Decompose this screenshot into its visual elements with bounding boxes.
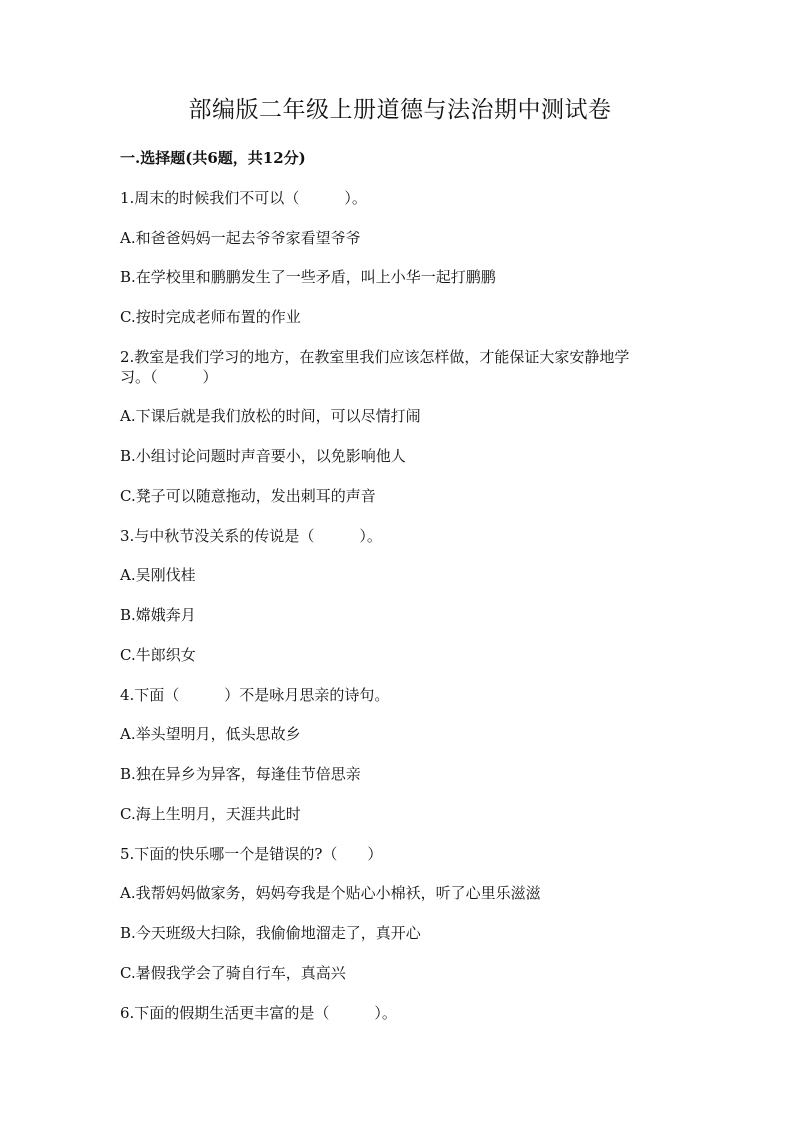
question-1-stem: 1.周末的时候我们不可以（ ）。: [120, 189, 367, 207]
question-3-option-c: C.牛郎织女: [120, 646, 196, 664]
question-2-option-c: C.凳子可以随意拖动，发出刺耳的声音: [120, 487, 376, 505]
question-5-stem: 5.下面的快乐哪一个是错误的?（ ）: [120, 845, 383, 863]
question-4-option-c: C.海上生明月，天涯共此时: [120, 805, 301, 823]
question-5-option-b: B.今天班级大扫除，我偷偷地溜走了，真开心: [120, 924, 421, 942]
question-3-option-b: B.嫦娥奔月: [120, 606, 196, 624]
question-2-option-a: A.下课后就是我们放松的时间，可以尽情打闹: [120, 407, 421, 425]
question-3-stem: 3.与中秋节没关系的传说是（ ）。: [120, 527, 382, 545]
question-4-option-b: B.独在异乡为异客，每逢佳节倍思亲: [120, 765, 361, 783]
question-1-option-c: C.按时完成老师布置的作业: [120, 308, 301, 326]
question-5-option-c: C.暑假我学会了骑自行车，真高兴: [120, 964, 346, 982]
question-1-option-b: B.在学校里和鹏鹏发生了一些矛盾，叫上小华一起打鹏鹏: [120, 268, 496, 286]
question-2-stem-line-1: 2.教室是我们学习的地方，在教室里我们应该怎样做，才能保证大家安静地学: [120, 348, 630, 366]
question-2-stem-line-2: 习。（ ）: [120, 368, 218, 386]
question-5-option-a: A.我帮妈妈做家务，妈妈夸我是个贴心小棉袄，听了心里乐滋滋: [120, 884, 541, 902]
section-heading: 一.选择题(共6题，共12分): [120, 149, 306, 167]
question-4-stem: 4.下面（ ）不是咏月思亲的诗句。: [120, 686, 390, 704]
page-title: 部编版二年级上册道德与法治期中测试卷: [188, 97, 612, 123]
question-6-stem: 6.下面的假期生活更丰富的是（ ）。: [120, 1004, 397, 1022]
question-2-option-b: B.小组讨论问题时声音要小，以免影响他人: [120, 447, 406, 465]
question-3-option-a: A.吴刚伐桂: [120, 566, 196, 584]
question-4-option-a: A.举头望明月，低头思故乡: [120, 725, 301, 743]
question-1-option-a: A.和爸爸妈妈一起去爷爷家看望爷爷: [120, 229, 361, 247]
